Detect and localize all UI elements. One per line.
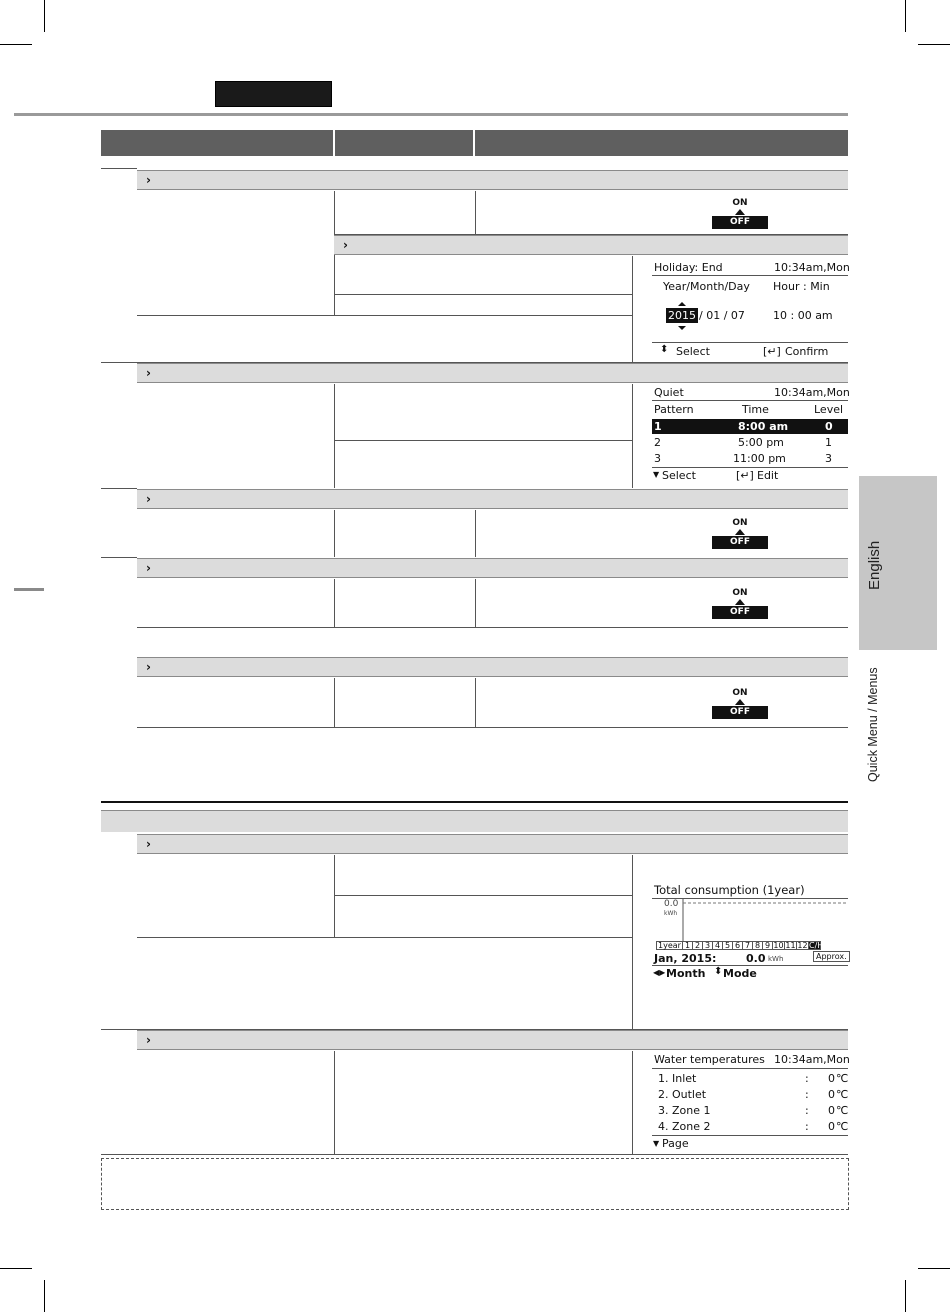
arrow-up-icon xyxy=(735,599,745,605)
chevron-right-icon: › xyxy=(146,366,151,380)
chart-x-tick: 10 xyxy=(773,941,784,950)
table-top-rule xyxy=(101,801,848,803)
header-tab xyxy=(215,81,332,107)
screen-title: Quiet xyxy=(654,386,684,399)
chart-x-tick: 2 xyxy=(692,941,703,950)
chevron-right-icon: › xyxy=(343,238,348,252)
on-off-toggle[interactable]: ON OFF xyxy=(712,518,768,554)
screen-clock: 10:34am,Mon xyxy=(774,386,850,399)
note-box xyxy=(101,1158,849,1210)
consumption-screen: Total consumption (1year) 0.0 kWh 1year 1 2 3 4 5 6 7 8 9 10 11 12 C/H Jan, 2015: 0.0 kWh Approx. ◀▶ Month ⬍ Mode xyxy=(633,855,848,1029)
approx-badge: Approx. xyxy=(813,951,850,962)
screen-title: Total consumption (1year) xyxy=(654,883,805,897)
enter-key-icon: [↵] xyxy=(763,345,781,358)
row-divider xyxy=(101,168,137,169)
consumption-chart xyxy=(682,899,848,941)
chevron-right-icon: › xyxy=(146,660,151,674)
header-rule xyxy=(14,113,848,116)
group-bar[interactable] xyxy=(137,363,848,383)
group-bar[interactable] xyxy=(137,558,848,578)
language-label: English xyxy=(866,540,883,590)
enter-key-icon: [↵] xyxy=(736,469,754,482)
screen-title: Water temperatures xyxy=(654,1053,765,1066)
chevron-right-icon: › xyxy=(146,1033,151,1047)
section-label: Quick Menu / Menus xyxy=(866,667,880,782)
group-bar[interactable] xyxy=(334,235,848,255)
arrow-down-icon: ▼ xyxy=(653,1139,660,1148)
on-off-toggle[interactable]: ON OFF xyxy=(712,588,768,624)
arrow-up-icon xyxy=(678,302,686,306)
quiet-screen: Quiet 10:34am,Mon Pattern Time Level 1 8:00 am 0 2 5:00 pm 1 3 11:00 pm 3 ▼ Select [↵] Edit xyxy=(653,386,850,482)
chart-x-tick: 4 xyxy=(712,941,723,950)
on-off-toggle[interactable]: ON OFF xyxy=(712,688,768,724)
chart-x-tick: 8 xyxy=(752,941,763,950)
holiday-screen: Holiday: End 10:34am,Mon Year/Month/Day Hour : Min 2015 / 01 / 07 10 : 00 am ⬍ Select [↵] Confirm xyxy=(654,261,850,358)
chevron-right-icon: › xyxy=(146,173,151,187)
on-off-toggle[interactable]: ON OFF xyxy=(712,198,768,234)
chart-x-tick: 6 xyxy=(732,941,743,950)
group-bar[interactable] xyxy=(137,170,848,190)
chart-x-tick: 9 xyxy=(762,941,773,950)
table-header xyxy=(101,130,848,156)
chart-x-tick: 1year xyxy=(656,941,683,950)
row-divider xyxy=(101,362,137,363)
chart-x-axis xyxy=(656,941,848,950)
chevron-right-icon: › xyxy=(146,561,151,575)
arrow-down-icon xyxy=(678,326,686,330)
chart-x-tick: C/H xyxy=(809,941,824,950)
group-bar[interactable] xyxy=(137,657,848,677)
screen-title: Holiday: End xyxy=(654,261,723,274)
year-field[interactable]: 2015 xyxy=(668,309,696,322)
row-divider xyxy=(101,1029,137,1030)
chart-x-tick: 12 xyxy=(797,941,808,950)
crop-mark xyxy=(0,1268,32,1269)
arrow-up-icon xyxy=(735,209,745,215)
chevron-right-icon: › xyxy=(146,492,151,506)
crop-mark xyxy=(44,1280,45,1312)
arrow-up-icon xyxy=(735,529,745,535)
chart-x-tick: 5 xyxy=(722,941,733,950)
chart-x-tick: 1 xyxy=(682,941,693,950)
crop-mark xyxy=(918,44,950,45)
crop-mark xyxy=(905,1280,906,1312)
screen-clock: 10:34am,Mon xyxy=(774,1053,850,1066)
margin-marker xyxy=(14,588,44,591)
row-divider xyxy=(101,488,137,489)
row-divider xyxy=(101,557,137,558)
screen-clock: 10:34am,Mon xyxy=(774,261,850,274)
chart-x-tick: 3 xyxy=(702,941,713,950)
updown-icon: ⬍ xyxy=(714,966,723,977)
water-temperatures-screen: Water temperatures 10:34am,Mon 1. Inlet : 0 ℃ 2. Outlet : 0 ℃ 3. Zone 1 : 0 ℃ 4. Zone 2 : 0 ℃ ▼ Page xyxy=(653,1053,850,1150)
chart-x-tick: 7 xyxy=(742,941,753,950)
crop-mark xyxy=(905,0,906,32)
group-bar[interactable] xyxy=(137,1030,848,1050)
crop-mark xyxy=(44,0,45,32)
arrow-down-icon: ▼ xyxy=(653,470,660,479)
chevron-right-icon: › xyxy=(146,837,151,851)
group-bar[interactable] xyxy=(137,489,848,509)
crop-mark xyxy=(0,44,32,45)
chart-x-tick: 11 xyxy=(785,941,796,950)
crop-mark xyxy=(918,1268,950,1269)
arrow-up-icon xyxy=(735,699,745,705)
group-bar[interactable] xyxy=(137,834,848,854)
leftright-icon: ◀▶ xyxy=(653,968,666,977)
category-bar xyxy=(101,810,848,832)
updown-icon: ⬍ xyxy=(660,344,669,355)
